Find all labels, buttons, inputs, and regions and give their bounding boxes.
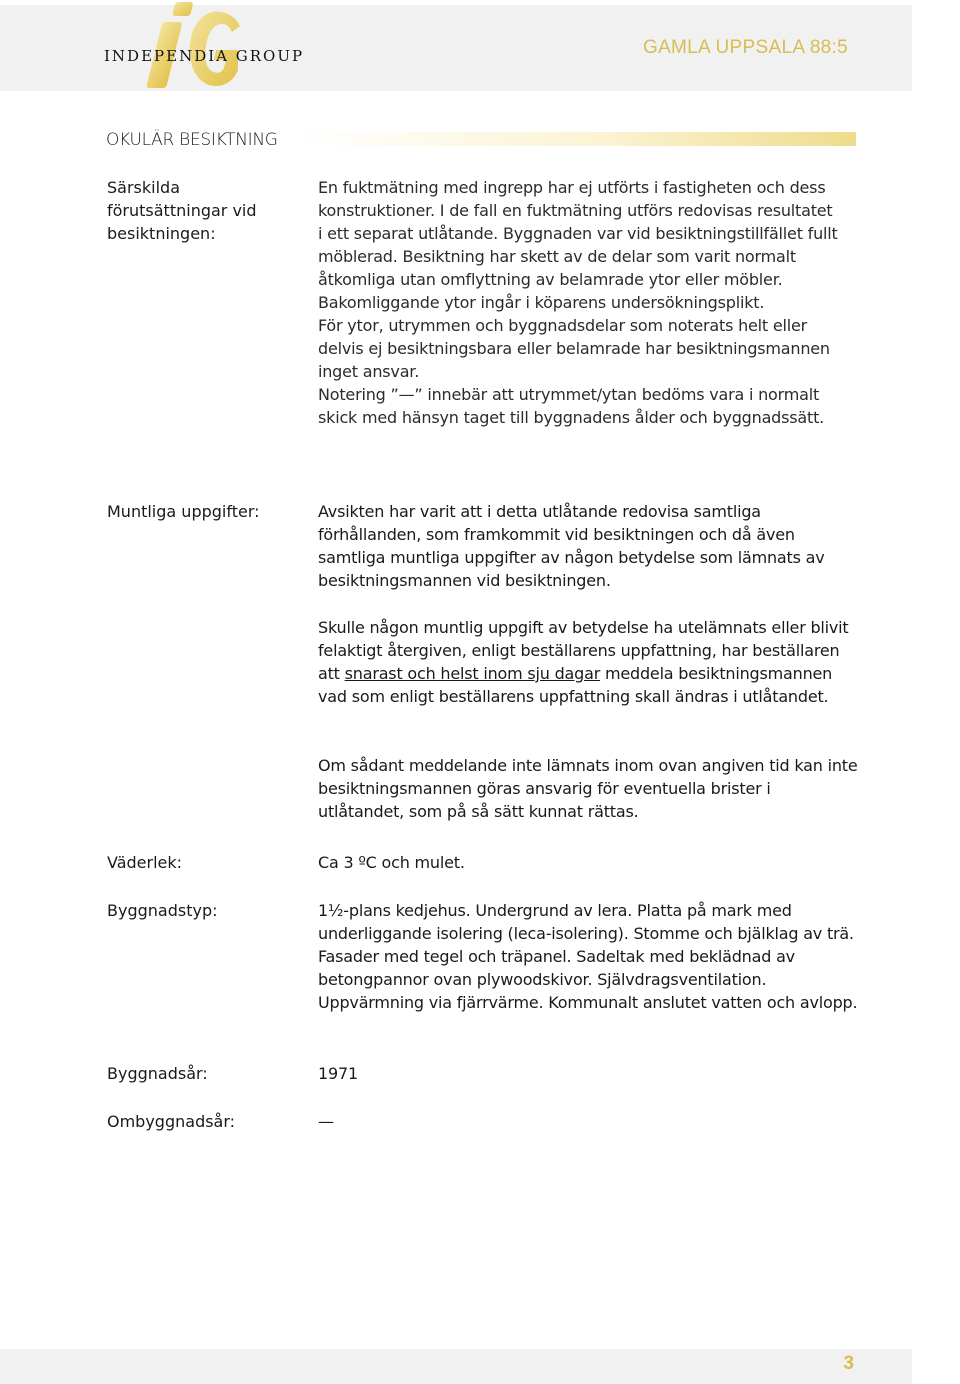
- label-line: Särskilda: [107, 178, 180, 197]
- section-title: OKULÄR BESIKTNING: [106, 130, 278, 150]
- label-byggnadstyp: Byggnadstyp:: [107, 901, 218, 920]
- footer-band: [0, 1349, 912, 1384]
- label-sarskilda: [107, 176, 297, 245]
- page-number: 3: [843, 1353, 854, 1374]
- label-byggnadsar: Byggnadsår:: [107, 1064, 208, 1083]
- muntliga-p3: Om sådant meddelande inte lämnats inom ovan angiven tid kan inte besiktningsmannen göras ansvarig för eventuella brister i utlåtandet, som på så sätt kunnat rättas.: [318, 756, 858, 821]
- company-logo-icon: [142, 0, 246, 92]
- byggnadsar-value: 1971: [318, 1064, 358, 1083]
- byggnadstyp-value: 1½-plans kedjehus. Undergrund av lera. Platta på mark med underliggande isolering (leca-isolering). Stomme och bjälklag av trä. Fasader med tegel och träpanel. Sadeltak med beklädnad av betongpannor ovan plywoodskivor. Självdragsventilation. Uppvärmning via fjärrvärme. Kommunalt anslutet vatten och avlopp.: [318, 901, 858, 1012]
- paragraph: En fuktmätning med ingrepp har ej utförts i fastigheten och dess konstruktioner. I de fall en fuktmätning utförs redovisas resultatet i ett separat utlåtande. Byggnaden var vid besiktningstillfället fullt möblerad. Besiktning har skett av de delar som varit normalt åtkomliga utan omflyttning av belamrade ytor eller möbler. Bakomliggande ytor ingår i köparens undersökningsplikt.: [318, 178, 838, 312]
- text-span: Skulle någon muntlig uppgift av betydelse ha utelämnats eller blivit felaktigt återgiven, enligt beställarens uppfattning, har beställaren att: [318, 618, 849, 683]
- label-line: förutsättningar vid: [107, 201, 257, 220]
- label-muntliga: Muntliga uppgifter:: [107, 502, 260, 521]
- label-line: besiktningen:: [107, 224, 216, 243]
- vaderlek-value: Ca 3 ºC och mulet.: [318, 853, 465, 872]
- underlined-deadline: snarast och helst inom sju dagar: [344, 664, 601, 683]
- ombyggnadsar-value: —: [318, 1112, 334, 1131]
- document-reference: GAMLA UPPSALA 88:5: [642, 37, 848, 58]
- text-span: meddela besiktningsmannen vad som enligt beställarens uppfattning skall ändras i utlåtandet.: [318, 664, 833, 706]
- paragraph: För ytor, utrymmen och byggnadsdelar som noterats helt eller delvis ej besiktningsbara eller belamrade har besiktningsmannen inget ansvar.: [318, 316, 830, 381]
- company-name: INDEPENDIA GROUP: [104, 47, 305, 65]
- label-ombyggnadsar: Ombyggnadsår:: [107, 1112, 236, 1131]
- title-rule: [296, 132, 856, 146]
- label-vaderlek: Väderlek:: [107, 853, 183, 872]
- muntliga-p1: Avsikten har varit att i detta utlåtande redovisa samtliga förhållanden, som framkommit vid besiktningen och då även samtliga muntliga uppgifter av någon betydelse som lämnats av besiktningsmannen vid besiktningen.: [318, 502, 825, 590]
- paragraph: Notering ”—” innebär att utrymmet/ytan bedöms vara i normalt skick med hänsyn taget till byggnadens ålder och byggnadssätt.: [318, 385, 825, 427]
- muntliga-p2: [318, 616, 858, 708]
- sarskilda-text: [318, 176, 838, 429]
